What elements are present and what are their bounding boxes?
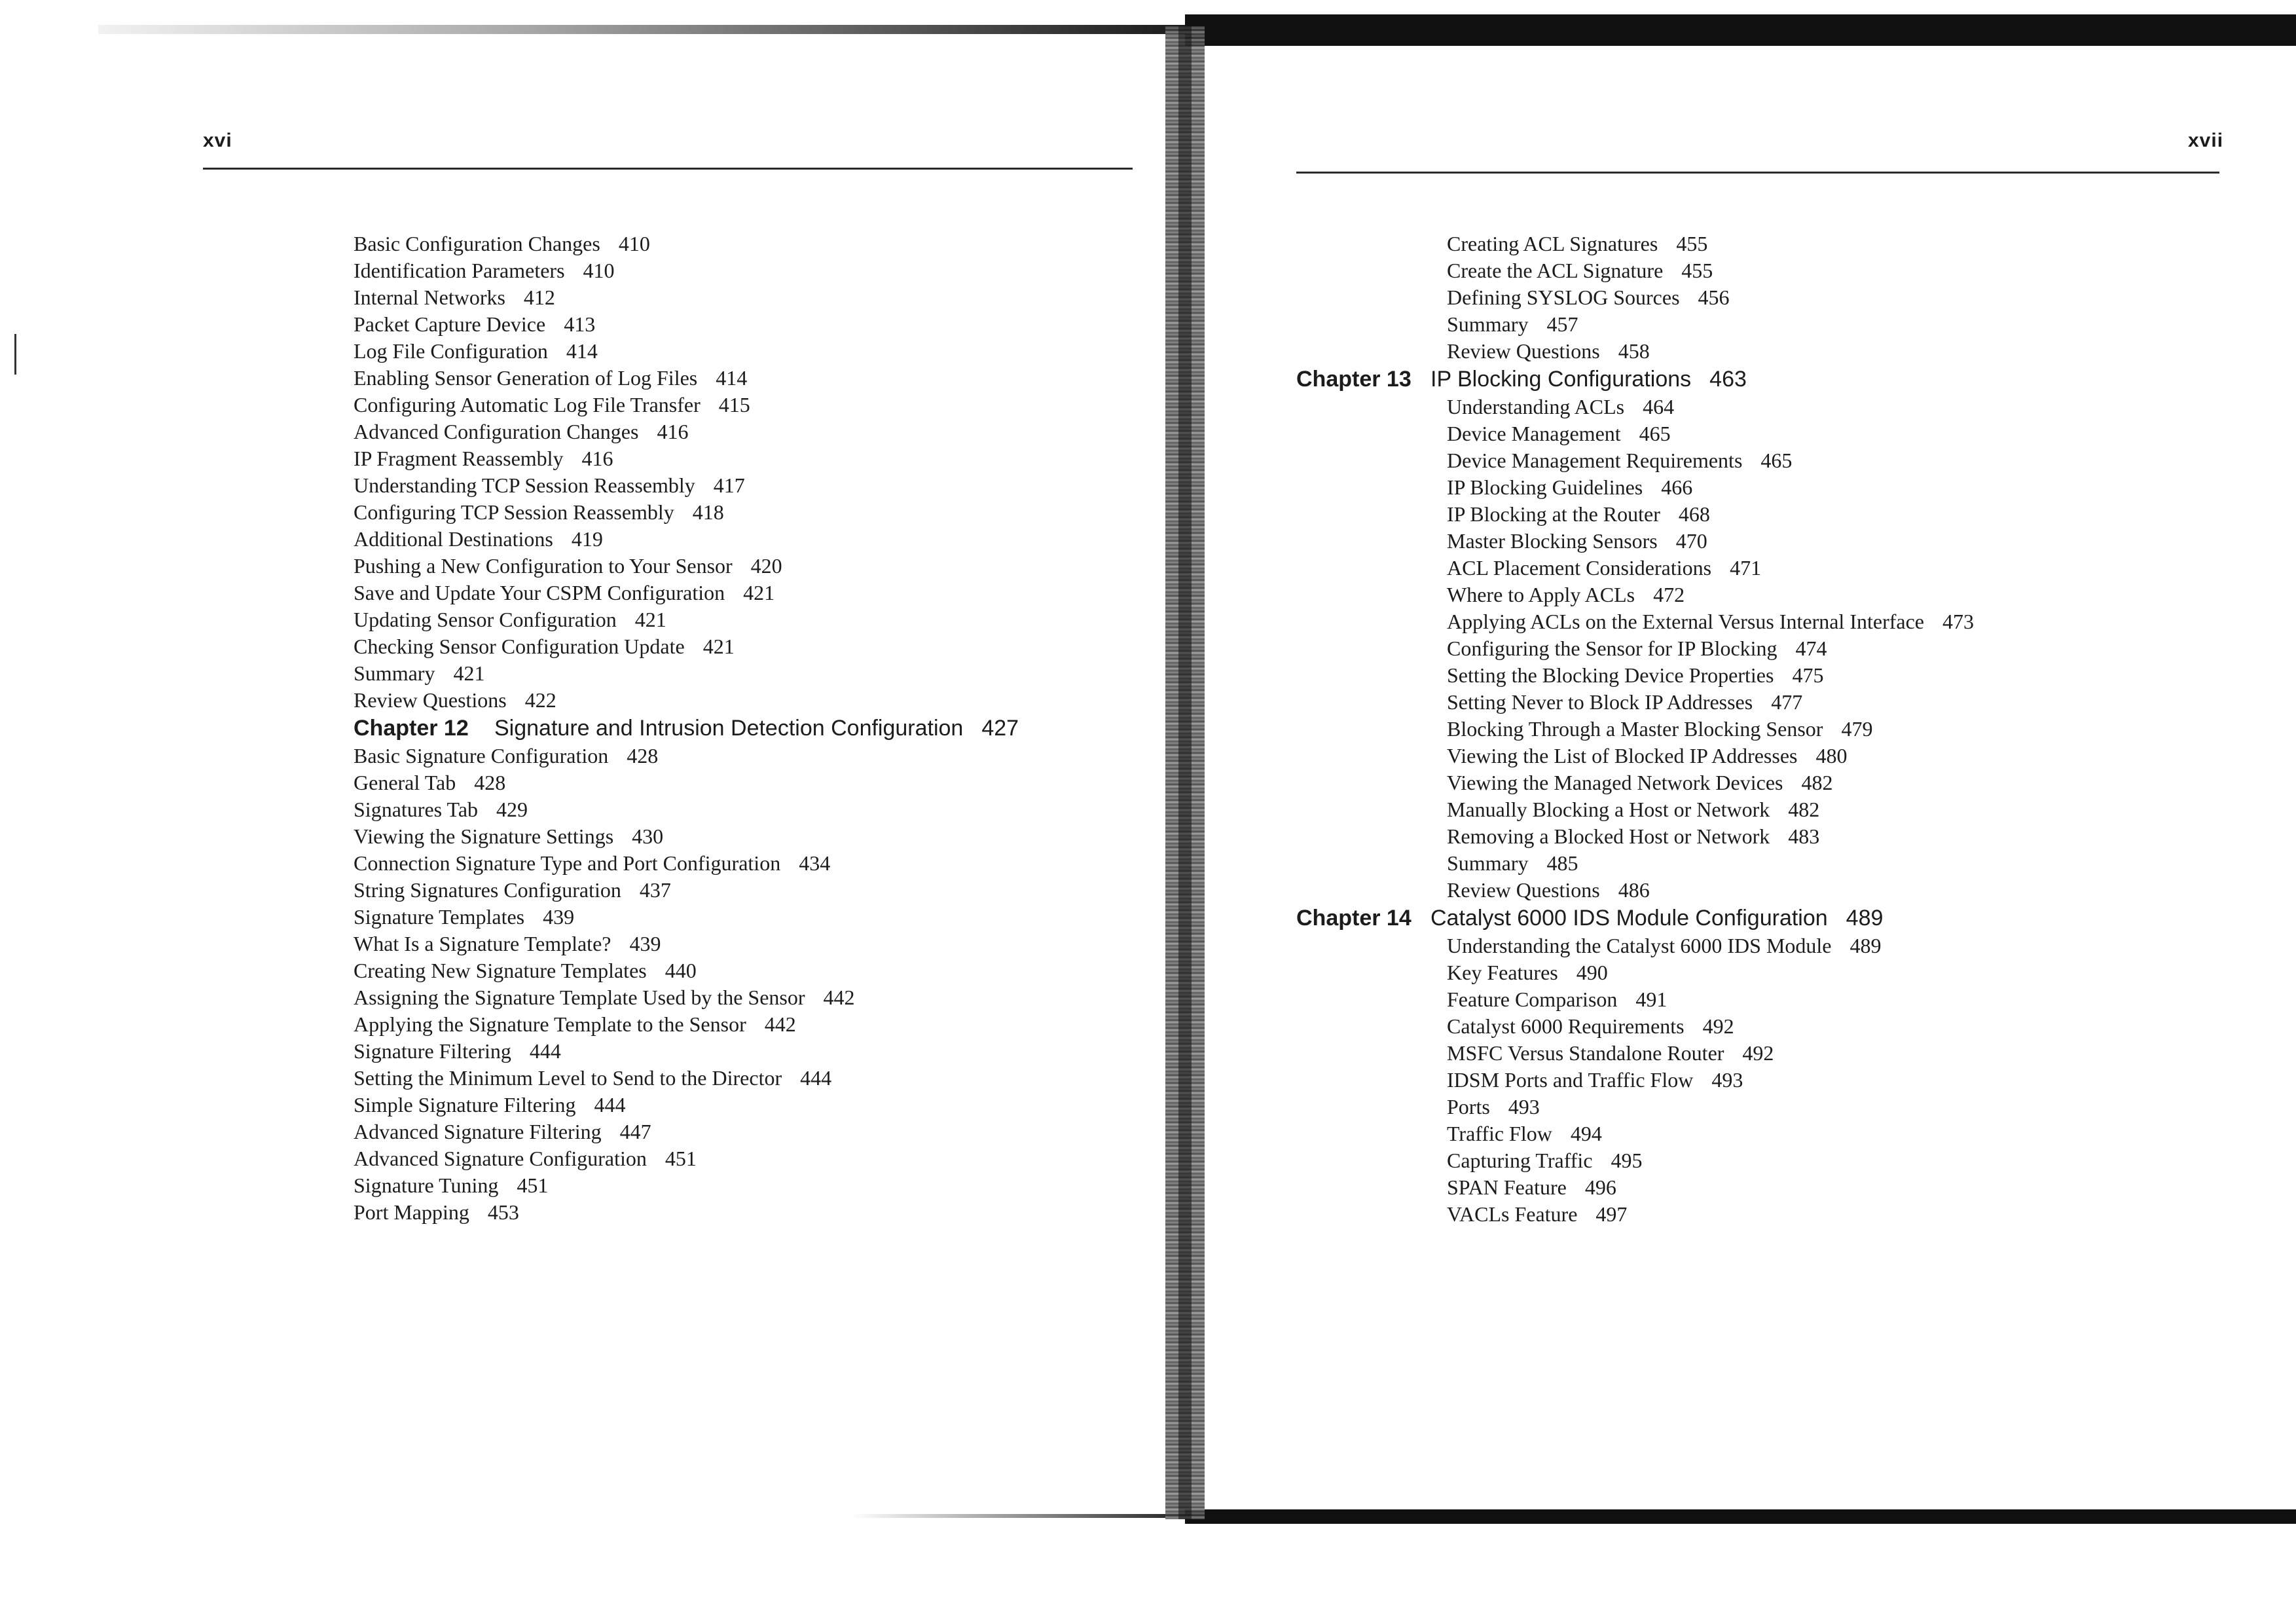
toc-section-entry bbox=[354, 687, 1019, 714]
toc-page-number: 495 bbox=[1611, 1149, 1643, 1172]
toc-entry-title: Where to Apply ACLs bbox=[1447, 583, 1635, 606]
toc-entry-title: Blocking Through a Master Blocking Sensor bbox=[1447, 717, 1823, 741]
toc-entry-title: Catalyst 6000 Requirements bbox=[1447, 1014, 1685, 1038]
toc-page-number: 414 bbox=[716, 366, 748, 390]
toc-entry-title: VACLs Feature bbox=[1447, 1202, 1578, 1226]
toc-subsection-entry bbox=[1447, 1094, 1974, 1120]
toc-subsection-entry bbox=[354, 392, 1019, 418]
toc-entry-title: Pushing a New Configuration to Your Sensor bbox=[354, 554, 733, 578]
toc-entry-title: Advanced Signature Filtering bbox=[354, 1120, 602, 1143]
toc-entry-title: Signature Filtering bbox=[354, 1039, 511, 1063]
chapter-heading-chapter-12 bbox=[354, 714, 1019, 743]
toc-page-number: 428 bbox=[627, 744, 659, 767]
toc-page-number: 417 bbox=[713, 473, 745, 497]
toc-entry-title: Understanding the Catalyst 6000 IDS Module bbox=[1447, 934, 1832, 957]
toc-entry-title: String Signatures Configuration bbox=[354, 878, 621, 902]
toc-entry-title: Ports bbox=[1447, 1095, 1490, 1118]
toc-entry-title: MSFC Versus Standalone Router bbox=[1447, 1041, 1724, 1065]
toc-subsection-entry bbox=[354, 365, 1019, 392]
toc-subsection-entry bbox=[354, 257, 1019, 284]
toc-subsection-entry bbox=[1447, 986, 1974, 1013]
toc-subsection-entry bbox=[354, 984, 1019, 1011]
toc-entry-title: Signature and Intrusion Detection Configuration bbox=[494, 716, 964, 741]
toc-subsection-entry bbox=[354, 769, 1019, 796]
toc-section-entry bbox=[354, 553, 1019, 580]
toc-page-number: 415 bbox=[718, 393, 750, 416]
toc-entry-title: Advanced Configuration Changes bbox=[354, 420, 639, 443]
toc-entry-title: Traffic Flow bbox=[1447, 1122, 1552, 1145]
toc-page-number: 421 bbox=[634, 608, 666, 631]
toc-page-number: 463 bbox=[1709, 367, 1747, 392]
chapter-heading-chapter-13 bbox=[1296, 365, 1974, 394]
toc-entry-title: Review Questions bbox=[1447, 878, 1600, 902]
toc-subsection-entry bbox=[1447, 447, 1974, 474]
toc-page-number: 465 bbox=[1760, 449, 1793, 472]
toc-section-entry bbox=[354, 338, 1019, 365]
toc-subsection-entry bbox=[1447, 581, 1974, 608]
toc-entry-title: Additional Destinations bbox=[354, 527, 553, 551]
toc-subsection-entry bbox=[1447, 1120, 1974, 1147]
left-page-folio: xvi bbox=[203, 130, 232, 151]
toc-page-number: 421 bbox=[743, 581, 775, 604]
toc-page-number: 458 bbox=[1618, 339, 1650, 363]
toc-page-number: 496 bbox=[1584, 1175, 1616, 1199]
toc-section-entry bbox=[354, 904, 1019, 931]
chapter-number: Chapter 14 bbox=[1296, 906, 1412, 931]
toc-page-number: 493 bbox=[1508, 1095, 1540, 1118]
toc-subsection-entry bbox=[1447, 1040, 1974, 1067]
toc-page-number: 489 bbox=[1846, 906, 1884, 931]
chapter-number: Chapter 13 bbox=[1296, 367, 1412, 392]
toc-subsection-entry bbox=[354, 311, 1019, 338]
toc-entry-title: Setting the Blocking Device Properties bbox=[1447, 663, 1774, 687]
toc-entry-title: Signatures Tab bbox=[354, 798, 479, 821]
toc-page-number: 492 bbox=[1742, 1041, 1774, 1065]
toc-entry-title: Device Management Requirements bbox=[1447, 449, 1743, 472]
toc-entry-title: Applying ACLs on the External Versus Internal Interface bbox=[1447, 610, 1924, 633]
toc-entry-title: Creating New Signature Templates bbox=[354, 959, 647, 982]
toc-entry-title: Viewing the Managed Network Devices bbox=[1447, 771, 1783, 794]
toc-entry-title: General Tab bbox=[354, 771, 456, 794]
toc-entry-title: Checking Sensor Configuration Update bbox=[354, 635, 685, 658]
toc-entry-title: Updating Sensor Configuration bbox=[354, 608, 617, 631]
toc-entry-title: Viewing the Signature Settings bbox=[354, 824, 614, 848]
toc-section-entry bbox=[354, 1038, 1019, 1065]
toc-section-entry bbox=[1447, 877, 1974, 904]
toc-section-entry bbox=[1447, 231, 1974, 257]
toc-page-number: 444 bbox=[594, 1093, 626, 1116]
toc-subsection-entry bbox=[1447, 1013, 1974, 1040]
toc-entry-title: Creating ACL Signatures bbox=[1447, 232, 1658, 255]
toc-entry-title: Summary bbox=[354, 661, 435, 685]
toc-section-entry bbox=[354, 660, 1019, 687]
toc-page-number: 471 bbox=[1730, 556, 1762, 580]
toc-page-number: 416 bbox=[657, 420, 689, 443]
toc-entry-title: IP Blocking Guidelines bbox=[1447, 475, 1643, 499]
toc-page-number: 439 bbox=[629, 932, 661, 955]
toc-section-entry bbox=[1447, 932, 1974, 959]
right-toc-list bbox=[1296, 231, 1974, 1228]
toc-entry-title: Create the ACL Signature bbox=[1447, 259, 1664, 282]
toc-page-number: 418 bbox=[692, 500, 724, 524]
toc-subsection-entry bbox=[1447, 1174, 1974, 1201]
toc-subsection-entry bbox=[1447, 501, 1974, 528]
toc-page-number: 419 bbox=[571, 527, 603, 551]
toc-page-number: 457 bbox=[1546, 312, 1578, 336]
toc-page-number: 451 bbox=[517, 1173, 549, 1197]
toc-subsection-entry bbox=[354, 1065, 1019, 1092]
toc-page-number: 444 bbox=[529, 1039, 561, 1063]
toc-subsection-entry bbox=[354, 633, 1019, 660]
toc-entry-title: Understanding TCP Session Reassembly bbox=[354, 473, 695, 497]
toc-page-number: 412 bbox=[523, 286, 555, 309]
toc-subsection-entry bbox=[354, 499, 1019, 526]
toc-entry-title: Connection Signature Type and Port Configuration bbox=[354, 851, 781, 875]
toc-subsection-entry bbox=[354, 823, 1019, 850]
toc-entry-title: Viewing the List of Blocked IP Addresses bbox=[1447, 744, 1798, 767]
toc-entry-title: Save and Update Your CSPM Configuration bbox=[354, 581, 725, 604]
toc-entry-title: Key Features bbox=[1447, 961, 1558, 984]
toc-subsection-entry bbox=[1447, 528, 1974, 555]
toc-entry-title: Packet Capture Device bbox=[354, 312, 546, 336]
toc-entry-title: Summary bbox=[1447, 312, 1529, 336]
toc-page-number: 427 bbox=[981, 716, 1019, 741]
toc-subsection-entry bbox=[1447, 689, 1974, 716]
toc-entry-title: Review Questions bbox=[354, 688, 507, 712]
toc-page-number: 455 bbox=[1676, 232, 1708, 255]
toc-subsection-entry bbox=[354, 877, 1019, 904]
toc-entry-title: Basic Signature Configuration bbox=[354, 744, 609, 767]
toc-page-number: 497 bbox=[1595, 1202, 1628, 1226]
toc-section-entry bbox=[1447, 1147, 1974, 1174]
toc-subsection-entry bbox=[1447, 474, 1974, 501]
toc-entry-title: Internal Networks bbox=[354, 286, 505, 309]
toc-entry-title: IDSM Ports and Traffic Flow bbox=[1447, 1068, 1694, 1092]
toc-subsection-entry bbox=[354, 526, 1019, 553]
toc-page-number: 494 bbox=[1570, 1122, 1602, 1145]
toc-page-number: 482 bbox=[1788, 798, 1820, 821]
toc-subsection-entry bbox=[354, 606, 1019, 633]
toc-page-number: 493 bbox=[1711, 1068, 1743, 1092]
toc-entry-title: Capturing Traffic bbox=[1447, 1149, 1593, 1172]
toc-subsection-entry bbox=[1447, 662, 1974, 689]
toc-entry-title: Enabling Sensor Generation of Log Files bbox=[354, 366, 698, 390]
toc-subsection-entry bbox=[354, 445, 1019, 472]
toc-subsection-entry bbox=[1447, 743, 1974, 769]
toc-entry-title: Configuring TCP Session Reassembly bbox=[354, 500, 674, 524]
left-header-rule bbox=[203, 168, 1133, 170]
toc-page-number: 475 bbox=[1792, 663, 1824, 687]
toc-entry-title: Master Blocking Sensors bbox=[1447, 529, 1658, 553]
right-header-rule bbox=[1296, 172, 2219, 174]
toc-entry-title: Advanced Signature Configuration bbox=[354, 1147, 647, 1170]
toc-page-number: 464 bbox=[1643, 395, 1675, 418]
toc-entry-title: IP Fragment Reassembly bbox=[354, 447, 564, 470]
toc-subsection-entry bbox=[354, 931, 1019, 957]
toc-subsection-entry bbox=[354, 1118, 1019, 1145]
toc-page-number: 444 bbox=[800, 1066, 832, 1090]
toc-entry-title: SPAN Feature bbox=[1447, 1175, 1567, 1199]
toc-page-number: 480 bbox=[1815, 744, 1848, 767]
toc-page-number: 422 bbox=[524, 688, 556, 712]
toc-subsection-entry bbox=[1447, 769, 1974, 796]
toc-entry-title: Basic Configuration Changes bbox=[354, 232, 600, 255]
toc-page-number: 410 bbox=[583, 259, 615, 282]
toc-page-number: 479 bbox=[1841, 717, 1873, 741]
toc-page-number: 477 bbox=[1771, 690, 1803, 714]
toc-subsection-entry bbox=[354, 472, 1019, 499]
toc-page-number: 483 bbox=[1788, 824, 1820, 848]
toc-entry-title: Configuring Automatic Log File Transfer bbox=[354, 393, 701, 416]
toc-entry-title: What Is a Signature Template? bbox=[354, 932, 611, 955]
toc-page-number: 447 bbox=[619, 1120, 651, 1143]
toc-entry-title: Review Questions bbox=[1447, 339, 1600, 363]
toc-page-number: 434 bbox=[799, 851, 831, 875]
chapter-number: Chapter 12 bbox=[354, 716, 469, 741]
toc-subsection-entry bbox=[354, 1092, 1019, 1118]
toc-page-number: 491 bbox=[1635, 987, 1667, 1011]
toc-page-number: 416 bbox=[581, 447, 613, 470]
toc-subsection-entry bbox=[1447, 284, 1974, 311]
right-page-folio: xvii bbox=[2188, 130, 2224, 151]
toc-page-number: 442 bbox=[823, 986, 855, 1009]
toc-page-number: 453 bbox=[487, 1200, 519, 1224]
toc-page-number: 428 bbox=[474, 771, 506, 794]
toc-entry-title: Setting Never to Block IP Addresses bbox=[1447, 690, 1753, 714]
toc-subsection-entry bbox=[1447, 716, 1974, 743]
toc-entry-title: IP Blocking Configurations bbox=[1430, 367, 1692, 392]
toc-entry-title: Assigning the Signature Template Used by the Sensor bbox=[354, 986, 805, 1009]
toc-page-number: 421 bbox=[453, 661, 485, 685]
toc-page-number: 489 bbox=[1850, 934, 1882, 957]
toc-entry-title: Log File Configuration bbox=[354, 339, 548, 363]
toc-entry-title: Identification Parameters bbox=[354, 259, 565, 282]
toc-entry-title: Simple Signature Filtering bbox=[354, 1093, 576, 1116]
left-toc-list bbox=[354, 231, 1019, 1226]
toc-page-number: 413 bbox=[564, 312, 596, 336]
toc-section-entry bbox=[1447, 635, 1974, 662]
toc-page-number: 492 bbox=[1702, 1014, 1734, 1038]
toc-page-number: 421 bbox=[702, 635, 735, 658]
toc-subsection-entry bbox=[354, 1011, 1019, 1038]
toc-page-number: 470 bbox=[1675, 529, 1707, 553]
toc-entry-title: Feature Comparison bbox=[1447, 987, 1618, 1011]
toc-page-number: 439 bbox=[543, 905, 575, 929]
toc-entry-title: IP Blocking at the Router bbox=[1447, 502, 1660, 526]
toc-subsection-entry bbox=[354, 1199, 1019, 1226]
toc-page-number: 451 bbox=[665, 1147, 697, 1170]
toc-section-entry bbox=[354, 743, 1019, 769]
toc-entry-title: Setting the Minimum Level to Send to the Director bbox=[354, 1066, 782, 1090]
toc-page-number: 456 bbox=[1698, 286, 1730, 309]
toc-subsection-entry bbox=[354, 1172, 1019, 1199]
toc-section-entry bbox=[1447, 394, 1974, 420]
toc-section-entry bbox=[1447, 311, 1974, 338]
toc-page-number: 410 bbox=[618, 232, 650, 255]
toc-entry-title: Signature Tuning bbox=[354, 1173, 499, 1197]
toc-page-number: 472 bbox=[1653, 583, 1685, 606]
toc-page-number: 442 bbox=[764, 1012, 796, 1036]
toc-subsection-entry bbox=[354, 580, 1019, 606]
toc-page-number: 465 bbox=[1639, 422, 1671, 445]
toc-entry-title: Defining SYSLOG Sources bbox=[1447, 286, 1680, 309]
toc-page-number: 440 bbox=[665, 959, 697, 982]
toc-subsection-entry bbox=[1447, 796, 1974, 823]
toc-entry-title: Configuring the Sensor for IP Blocking bbox=[1447, 637, 1777, 660]
toc-section-entry bbox=[1447, 555, 1974, 581]
toc-subsection-entry bbox=[1447, 420, 1974, 447]
toc-subsection-entry bbox=[354, 284, 1019, 311]
toc-section-entry bbox=[1447, 850, 1974, 877]
toc-page-number: 482 bbox=[1801, 771, 1833, 794]
toc-subsection-entry bbox=[1447, 257, 1974, 284]
toc-entry-title: Removing a Blocked Host or Network bbox=[1447, 824, 1770, 848]
toc-page-number: 486 bbox=[1618, 878, 1650, 902]
toc-entry-title: Manually Blocking a Host or Network bbox=[1447, 798, 1770, 821]
toc-entry-title: Signature Templates bbox=[354, 905, 525, 929]
toc-page-number: 414 bbox=[566, 339, 598, 363]
toc-page-number: 437 bbox=[639, 878, 671, 902]
toc-entry-title: Summary bbox=[1447, 851, 1529, 875]
toc-section-entry bbox=[354, 1145, 1019, 1172]
toc-subsection-entry bbox=[1447, 959, 1974, 986]
toc-entry-title: Applying the Signature Template to the Sensor bbox=[354, 1012, 746, 1036]
toc-entry-title: Catalyst 6000 IDS Module Configuration bbox=[1430, 906, 1828, 931]
toc-section-entry bbox=[1447, 1067, 1974, 1094]
toc-subsection-entry bbox=[354, 957, 1019, 984]
toc-entry-title: Device Management bbox=[1447, 422, 1621, 445]
toc-subsection-entry bbox=[354, 796, 1019, 823]
toc-section-entry bbox=[354, 418, 1019, 445]
toc-page-number: 490 bbox=[1576, 961, 1608, 984]
toc-subsection-entry bbox=[1447, 823, 1974, 850]
toc-page-number: 485 bbox=[1546, 851, 1578, 875]
toc-subsection-entry bbox=[1447, 1201, 1974, 1228]
toc-section-entry bbox=[1447, 338, 1974, 365]
toc-entry-title: Understanding ACLs bbox=[1447, 395, 1625, 418]
toc-page-number: 429 bbox=[496, 798, 528, 821]
toc-page-number: 455 bbox=[1681, 259, 1713, 282]
toc-page-number: 430 bbox=[632, 824, 664, 848]
chapter-heading-chapter-14 bbox=[1296, 904, 1974, 932]
toc-page-number: 420 bbox=[750, 554, 782, 578]
toc-page-number: 474 bbox=[1795, 637, 1827, 660]
toc-subsection-entry bbox=[1447, 608, 1974, 635]
toc-entry-title: ACL Placement Considerations bbox=[1447, 556, 1712, 580]
right-page bbox=[1185, 0, 2296, 1624]
toc-section-entry bbox=[354, 231, 1019, 257]
toc-page-number: 473 bbox=[1942, 610, 1974, 633]
toc-page-number: 466 bbox=[1661, 475, 1693, 499]
toc-page-number: 468 bbox=[1678, 502, 1710, 526]
toc-entry-title: Port Mapping bbox=[354, 1200, 469, 1224]
toc-subsection-entry bbox=[354, 850, 1019, 877]
